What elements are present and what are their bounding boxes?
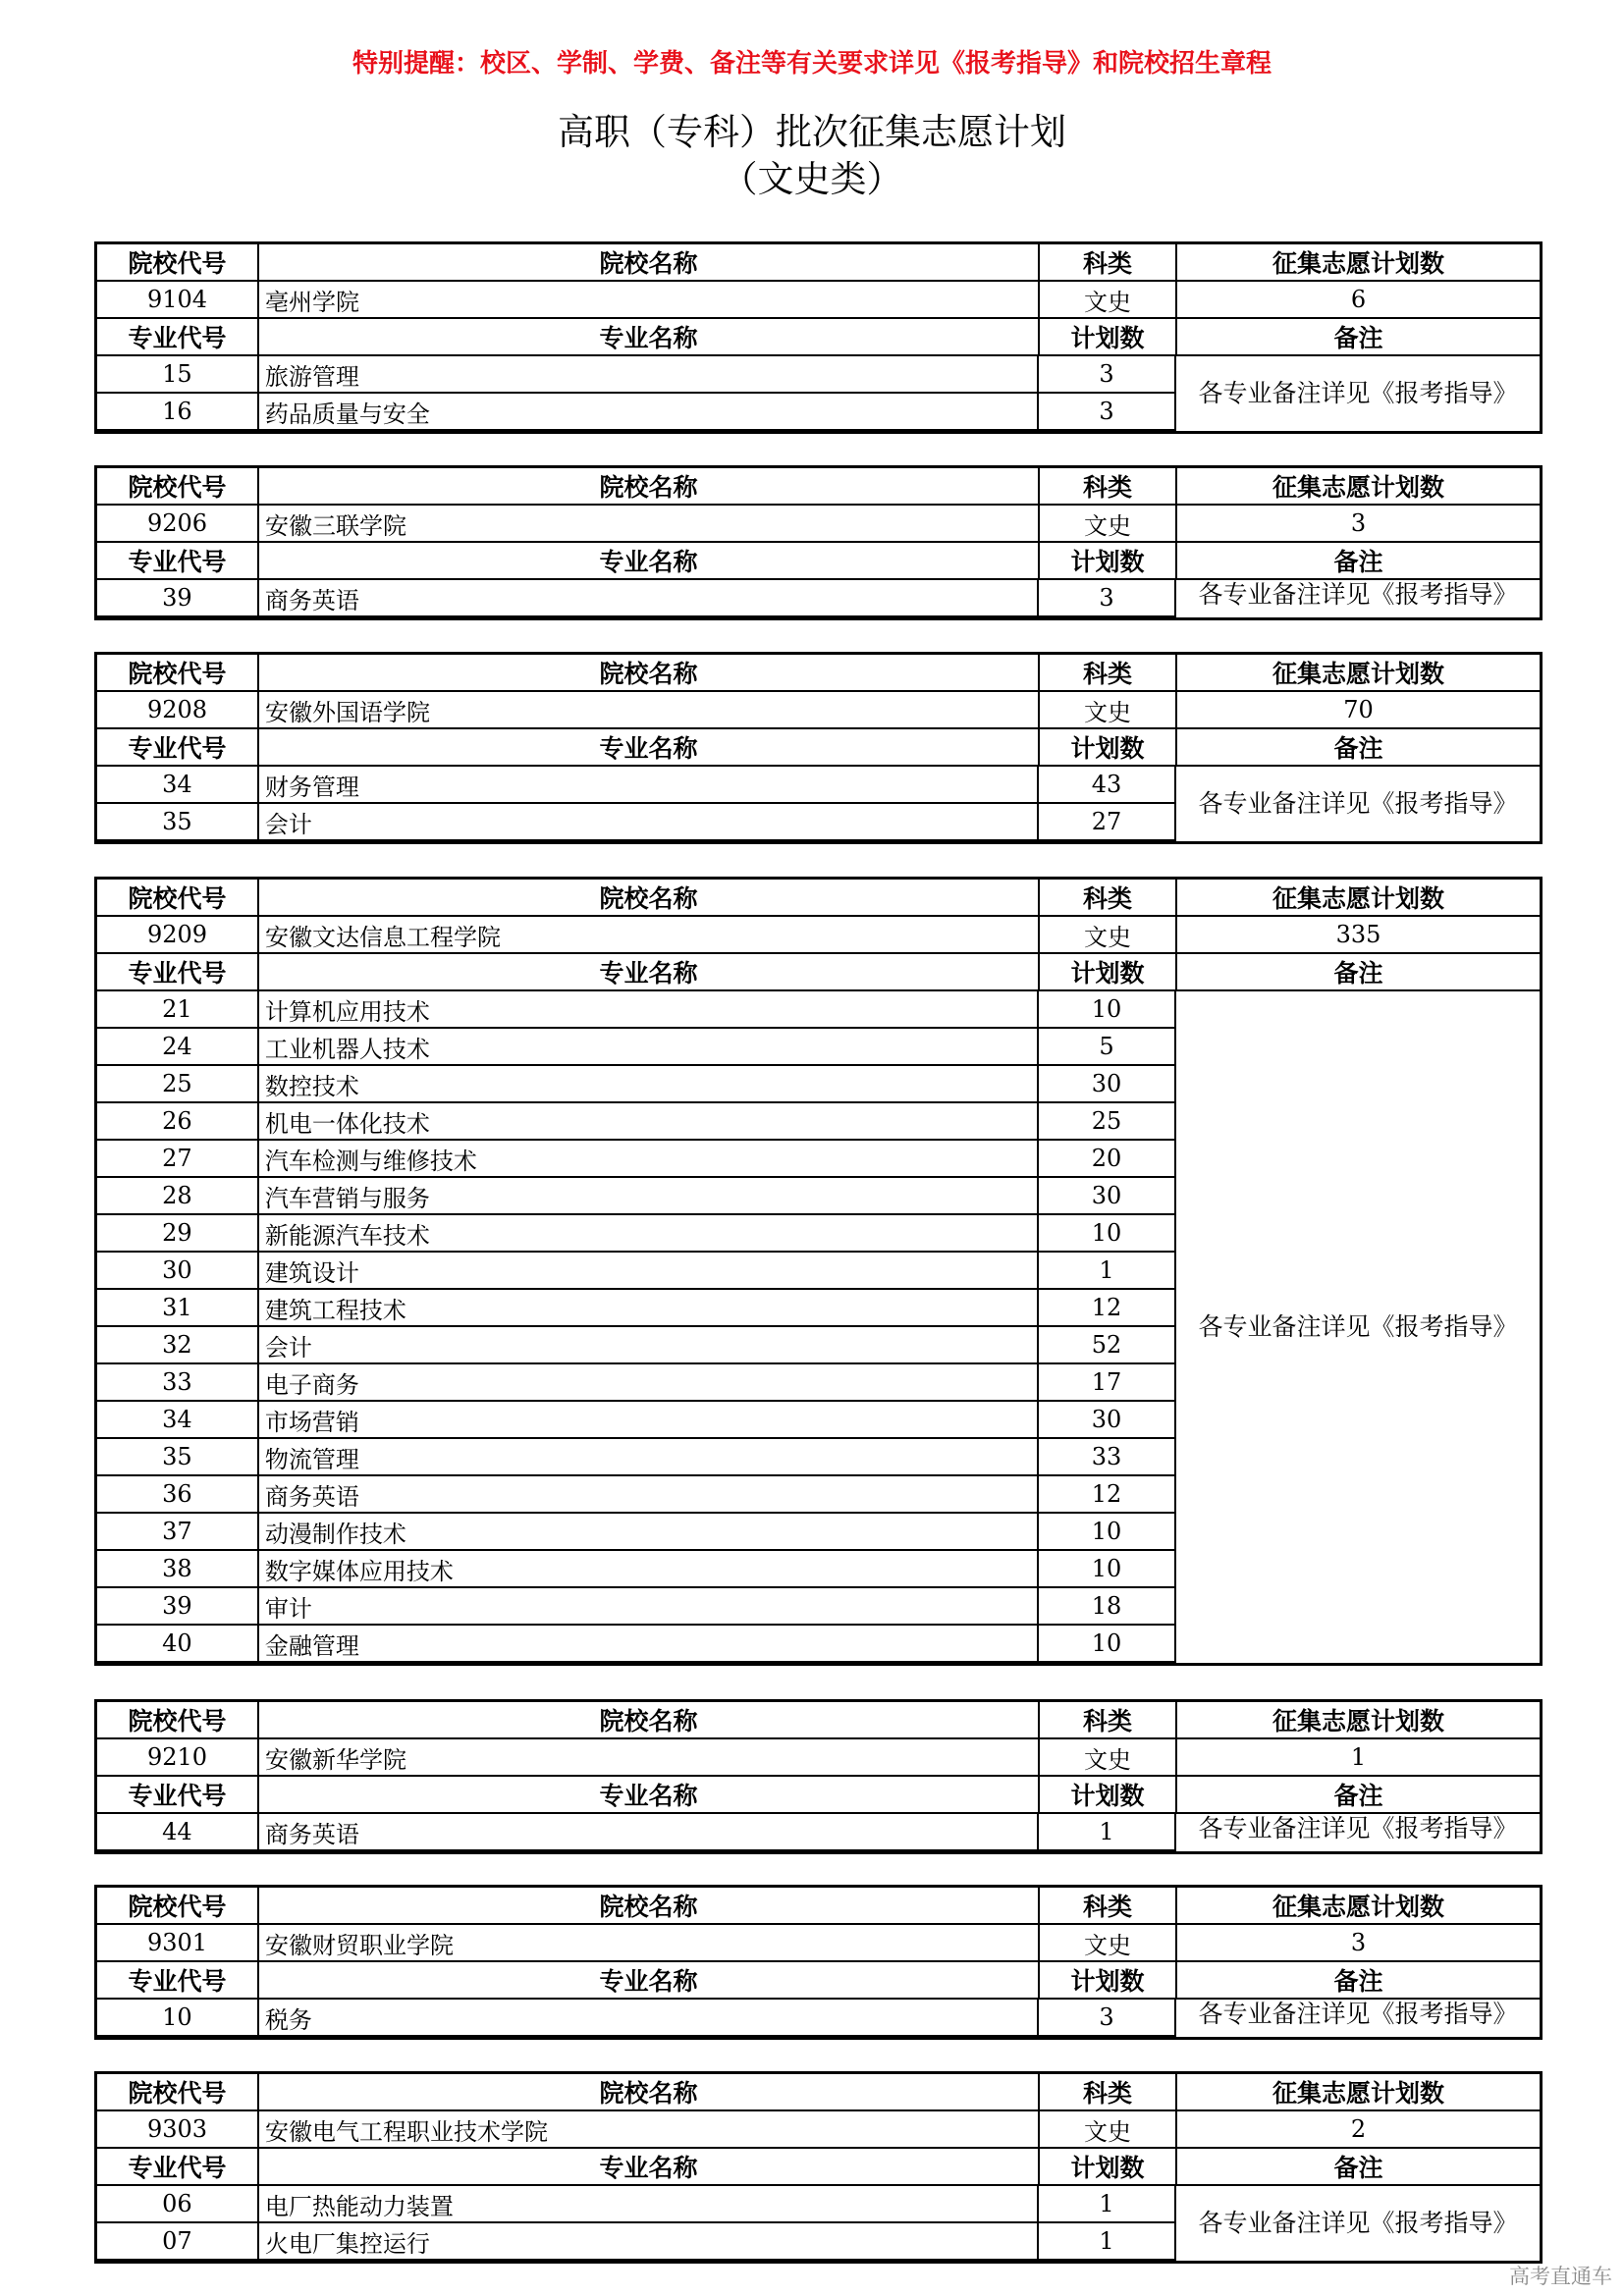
- table-row: [97, 1290, 1176, 1327]
- major-code: 07: [97, 2223, 259, 2259]
- watermark: 高考直通车: [1509, 2265, 1612, 2288]
- majors-section: [97, 1814, 1540, 1851]
- major-name-header: 专业名称: [259, 729, 1040, 765]
- majors-section: [97, 356, 1540, 431]
- major-plan: 3: [1039, 356, 1176, 392]
- school-name-header: 院校名称: [259, 1702, 1040, 1737]
- school-category: 文史: [1040, 282, 1177, 317]
- major-code: 24: [97, 1029, 259, 1064]
- school-code: 9303: [97, 2111, 259, 2147]
- major-code-header: 专业代号: [97, 543, 259, 578]
- major-name: 会计: [259, 1327, 1039, 1362]
- category-header: 科类: [1040, 244, 1177, 280]
- major-code: 15: [97, 356, 259, 392]
- school-code: 9209: [97, 917, 259, 952]
- major-name-header: 专业名称: [259, 543, 1040, 578]
- school-table: [94, 1885, 1543, 2040]
- school-name-header: 院校名称: [259, 468, 1040, 504]
- school-code: 9301: [97, 1925, 259, 1960]
- remark-text: 各专业备注详见《报考指导》: [1198, 789, 1518, 818]
- major-code: 25: [97, 1066, 259, 1101]
- major-code: 35: [97, 1439, 259, 1474]
- major-code: 34: [97, 1402, 259, 1437]
- school-code-header: 院校代号: [97, 468, 259, 504]
- school-category: 文史: [1040, 1739, 1177, 1775]
- major-code: 26: [97, 1103, 259, 1139]
- category-header: 科类: [1040, 2074, 1177, 2109]
- major-plan: 18: [1039, 1588, 1176, 1624]
- plan-header: 计划数: [1040, 1962, 1177, 1998]
- major-name: 旅游管理: [259, 356, 1039, 392]
- major-header-row: [97, 1777, 1540, 1814]
- table-row: [97, 1103, 1176, 1141]
- major-name: 汽车检测与维修技术: [259, 1141, 1039, 1176]
- table-row: [97, 1178, 1176, 1215]
- major-name: 火电厂集控运行: [259, 2223, 1039, 2259]
- school-name-header: 院校名称: [259, 244, 1040, 280]
- major-plan: 12: [1039, 1290, 1176, 1325]
- table-row: [97, 356, 1176, 394]
- major-name: 税务: [259, 2000, 1039, 2035]
- category-header: 科类: [1040, 655, 1177, 690]
- major-name: 商务英语: [259, 1814, 1039, 1849]
- major-code: 40: [97, 1626, 259, 1661]
- remark-text: 各专业备注详见《报考指导》: [1198, 379, 1518, 407]
- school-table: [94, 2071, 1543, 2264]
- school-name: 安徽外国语学院: [259, 692, 1040, 727]
- school-table: [94, 877, 1543, 1666]
- major-plan: 10: [1039, 1626, 1176, 1661]
- school-header-row: [97, 2074, 1540, 2111]
- majors-section: [97, 767, 1540, 841]
- major-plan: 1: [1039, 1253, 1176, 1288]
- quota-header: 征集志愿计划数: [1272, 1893, 1444, 1921]
- school-info-row: [97, 692, 1540, 729]
- major-name: 商务英语: [259, 1476, 1039, 1512]
- school-table: [94, 465, 1543, 620]
- school-name: 安徽文达信息工程学院: [259, 917, 1040, 952]
- table-row: [97, 1514, 1176, 1551]
- table-row: [97, 1476, 1176, 1514]
- school-name: 安徽三联学院: [259, 506, 1040, 541]
- table-row: [97, 1253, 1176, 1290]
- major-code-header: 专业代号: [97, 1777, 259, 1812]
- page-title: 高职（专科）批次征集志愿计划: [558, 111, 1066, 153]
- category-header: 科类: [1040, 1888, 1177, 1923]
- major-code: 27: [97, 1141, 259, 1176]
- major-plan: 5: [1039, 1029, 1176, 1064]
- school-header-row: [97, 1888, 1540, 1925]
- school-category: 文史: [1040, 917, 1177, 952]
- major-plan: 30: [1039, 1402, 1176, 1437]
- major-code: 38: [97, 1551, 259, 1586]
- major-plan: 12: [1039, 1476, 1176, 1512]
- quota-header: 征集志愿计划数: [1272, 884, 1444, 913]
- remark-text: 各专业备注详见《报考指导》: [1198, 2209, 1518, 2237]
- school-header-row: [97, 244, 1540, 282]
- school-table: [94, 652, 1543, 844]
- major-name-header: 专业名称: [259, 954, 1040, 989]
- major-header-row: [97, 543, 1540, 580]
- school-header-row: [97, 468, 1540, 506]
- school-info-row: [97, 917, 1540, 954]
- school-quota: 335: [1335, 921, 1381, 948]
- major-plan: 10: [1039, 1551, 1176, 1586]
- major-name-header: 专业名称: [259, 2149, 1040, 2184]
- plan-header: 计划数: [1040, 729, 1177, 765]
- school-code: 9210: [97, 1739, 259, 1775]
- table-row: [97, 1141, 1176, 1178]
- major-code-header: 专业代号: [97, 954, 259, 989]
- school-quota: 2: [1350, 2115, 1367, 2143]
- table-row: [97, 1327, 1176, 1364]
- major-name: 物流管理: [259, 1439, 1039, 1474]
- major-name: 商务英语: [259, 580, 1039, 615]
- quota-header: 征集志愿计划数: [1272, 660, 1444, 688]
- table-row: [97, 1588, 1176, 1626]
- major-plan: 17: [1039, 1364, 1176, 1400]
- major-code: 35: [97, 804, 259, 839]
- remark-text: 各专业备注详见《报考指导》: [1198, 2000, 1518, 2028]
- school-table: [94, 1699, 1543, 1854]
- major-plan: 52: [1039, 1327, 1176, 1362]
- major-code: 06: [97, 2186, 259, 2221]
- notice-banner: 特别提醒：校区、学制、学费、备注等有关要求详见《报考指导》和院校招生章程: [352, 49, 1272, 79]
- major-code: 32: [97, 1327, 259, 1362]
- table-row: [97, 1551, 1176, 1588]
- quota-header: 征集志愿计划数: [1272, 249, 1444, 278]
- quota-header: 征集志愿计划数: [1272, 473, 1444, 502]
- remark-cell: [1176, 580, 1540, 617]
- major-header-row: [97, 954, 1540, 991]
- remark-header: 备注: [1333, 1782, 1383, 1810]
- major-name: 建筑工程技术: [259, 1290, 1039, 1325]
- major-name: 新能源汽车技术: [259, 1215, 1039, 1251]
- major-code: 28: [97, 1178, 259, 1213]
- major-plan: 1: [1039, 2223, 1176, 2259]
- school-info-row: [97, 282, 1540, 319]
- major-plan: 20: [1039, 1141, 1176, 1176]
- major-header-row: [97, 2149, 1540, 2186]
- remark-text: 各专业备注详见《报考指导》: [1198, 580, 1518, 609]
- school-name: 安徽财贸职业学院: [259, 1925, 1040, 1960]
- remark-text: 各专业备注详见《报考指导》: [1198, 1312, 1518, 1341]
- major-plan: 3: [1039, 394, 1176, 429]
- school-name-header: 院校名称: [259, 880, 1040, 915]
- major-code: 39: [97, 580, 259, 615]
- major-code-header: 专业代号: [97, 319, 259, 354]
- major-name: 电厂热能动力装置: [259, 2186, 1039, 2221]
- major-plan: 43: [1039, 767, 1176, 802]
- table-row: [97, 1215, 1176, 1253]
- major-plan: 1: [1039, 2186, 1176, 2221]
- remark-header: 备注: [1333, 734, 1383, 763]
- school-name: 亳州学院: [259, 282, 1040, 317]
- remark-cell: [1176, 2186, 1540, 2261]
- remark-header: 备注: [1333, 548, 1383, 576]
- major-name: 动漫制作技术: [259, 1514, 1039, 1549]
- majors-section: [97, 2186, 1540, 2261]
- plan-header: 计划数: [1040, 1777, 1177, 1812]
- major-code: 21: [97, 991, 259, 1027]
- table-row: [97, 1029, 1176, 1066]
- remark-cell: [1176, 991, 1540, 1663]
- major-code-header: 专业代号: [97, 1962, 259, 1998]
- major-name: 建筑设计: [259, 1253, 1039, 1288]
- table-row: [97, 2000, 1176, 2037]
- school-code-header: 院校代号: [97, 2074, 259, 2109]
- major-code-header: 专业代号: [97, 729, 259, 765]
- major-name: 工业机器人技术: [259, 1029, 1039, 1064]
- remark-header: 备注: [1333, 959, 1383, 988]
- school-header-row: [97, 655, 1540, 692]
- major-name: 数字媒体应用技术: [259, 1551, 1039, 1586]
- school-quota: 3: [1350, 509, 1367, 537]
- school-code-header: 院校代号: [97, 1888, 259, 1923]
- school-info-row: [97, 2111, 1540, 2149]
- quota-header: 征集志愿计划数: [1272, 2079, 1444, 2108]
- majors-section: [97, 991, 1540, 1663]
- table-row: [97, 991, 1176, 1029]
- category-header: 科类: [1040, 1702, 1177, 1737]
- category-header: 科类: [1040, 468, 1177, 504]
- major-header-row: [97, 729, 1540, 767]
- school-name: 安徽电气工程职业技术学院: [259, 2111, 1040, 2147]
- major-header-row: [97, 319, 1540, 356]
- school-code: 9206: [97, 506, 259, 541]
- school-code-header: 院校代号: [97, 244, 259, 280]
- table-row: [97, 2223, 1176, 2261]
- school-category: 文史: [1040, 2111, 1177, 2147]
- plan-header: 计划数: [1040, 954, 1177, 989]
- school-name-header: 院校名称: [259, 655, 1040, 690]
- major-name: 数控技术: [259, 1066, 1039, 1101]
- remark-cell: [1176, 2000, 1540, 2037]
- major-code: 36: [97, 1476, 259, 1512]
- plan-header: 计划数: [1040, 2149, 1177, 2184]
- major-name: 审计: [259, 1588, 1039, 1624]
- major-code: 29: [97, 1215, 259, 1251]
- major-plan: 30: [1039, 1066, 1176, 1101]
- major-code: 16: [97, 394, 259, 429]
- major-header-row: [97, 1962, 1540, 2000]
- major-name: 电子商务: [259, 1364, 1039, 1400]
- major-code-header: 专业代号: [97, 2149, 259, 2184]
- remark-text: 各专业备注详见《报考指导》: [1198, 1814, 1518, 1842]
- major-plan: 10: [1039, 991, 1176, 1027]
- page-subtitle: （文史类）: [721, 158, 903, 200]
- school-info-row: [97, 1925, 1540, 1962]
- remark-cell: [1176, 1814, 1540, 1851]
- school-quota: 70: [1343, 696, 1374, 723]
- remark-cell: [1176, 356, 1540, 431]
- school-name-header: 院校名称: [259, 2074, 1040, 2109]
- major-name: 会计: [259, 804, 1039, 839]
- table-row: [97, 1814, 1176, 1851]
- school-header-row: [97, 880, 1540, 917]
- major-name-header: 专业名称: [259, 1777, 1040, 1812]
- table-row: [97, 580, 1176, 617]
- school-code: 9104: [97, 282, 259, 317]
- major-plan: 1: [1039, 1814, 1176, 1849]
- school-quota: 6: [1350, 286, 1367, 313]
- major-code: 34: [97, 767, 259, 802]
- major-plan: 25: [1039, 1103, 1176, 1139]
- school-table: [94, 241, 1543, 434]
- major-code: 39: [97, 1588, 259, 1624]
- major-plan: 3: [1039, 2000, 1176, 2035]
- majors-section: [97, 580, 1540, 617]
- major-plan: 10: [1039, 1215, 1176, 1251]
- major-name: 市场营销: [259, 1402, 1039, 1437]
- majors-section: [97, 2000, 1540, 2037]
- major-name: 金融管理: [259, 1626, 1039, 1661]
- major-code: 44: [97, 1814, 259, 1849]
- major-code: 30: [97, 1253, 259, 1288]
- table-row: [97, 1402, 1176, 1439]
- school-category: 文史: [1040, 692, 1177, 727]
- category-header: 科类: [1040, 880, 1177, 915]
- school-category: 文史: [1040, 1925, 1177, 1960]
- major-plan: 30: [1039, 1178, 1176, 1213]
- major-code: 33: [97, 1364, 259, 1400]
- remark-header: 备注: [1333, 2154, 1383, 2182]
- remark-header: 备注: [1333, 324, 1383, 352]
- table-row: [97, 1364, 1176, 1402]
- school-code-header: 院校代号: [97, 880, 259, 915]
- major-name-header: 专业名称: [259, 319, 1040, 354]
- major-plan: 33: [1039, 1439, 1176, 1474]
- major-name: 汽车营销与服务: [259, 1178, 1039, 1213]
- major-plan: 10: [1039, 1514, 1176, 1549]
- major-plan: 27: [1039, 804, 1176, 839]
- major-code: 10: [97, 2000, 259, 2035]
- table-row: [97, 394, 1176, 431]
- school-code-header: 院校代号: [97, 655, 259, 690]
- school-quota: 3: [1350, 1929, 1367, 1956]
- school-quota: 1: [1350, 1743, 1367, 1771]
- school-header-row: [97, 1702, 1540, 1739]
- quota-header: 征集志愿计划数: [1272, 1707, 1444, 1735]
- major-plan: 3: [1039, 580, 1176, 615]
- remark-cell: [1176, 767, 1540, 841]
- table-row: [97, 2186, 1176, 2223]
- plan-header: 计划数: [1040, 319, 1177, 354]
- school-code: 9208: [97, 692, 259, 727]
- plan-header: 计划数: [1040, 543, 1177, 578]
- major-code: 31: [97, 1290, 259, 1325]
- school-name: 安徽新华学院: [259, 1739, 1040, 1775]
- major-name: 机电一体化技术: [259, 1103, 1039, 1139]
- table-row: [97, 1066, 1176, 1103]
- table-row: [97, 767, 1176, 804]
- major-code: 37: [97, 1514, 259, 1549]
- major-name: 计算机应用技术: [259, 991, 1039, 1027]
- school-category: 文史: [1040, 506, 1177, 541]
- major-name: 药品质量与安全: [259, 394, 1039, 429]
- table-row: [97, 1626, 1176, 1663]
- school-name-header: 院校名称: [259, 1888, 1040, 1923]
- table-row: [97, 1439, 1176, 1476]
- school-info-row: [97, 506, 1540, 543]
- table-row: [97, 804, 1176, 841]
- major-name: 财务管理: [259, 767, 1039, 802]
- school-info-row: [97, 1739, 1540, 1777]
- remark-header: 备注: [1333, 1967, 1383, 1996]
- school-code-header: 院校代号: [97, 1702, 259, 1737]
- major-name-header: 专业名称: [259, 1962, 1040, 1998]
